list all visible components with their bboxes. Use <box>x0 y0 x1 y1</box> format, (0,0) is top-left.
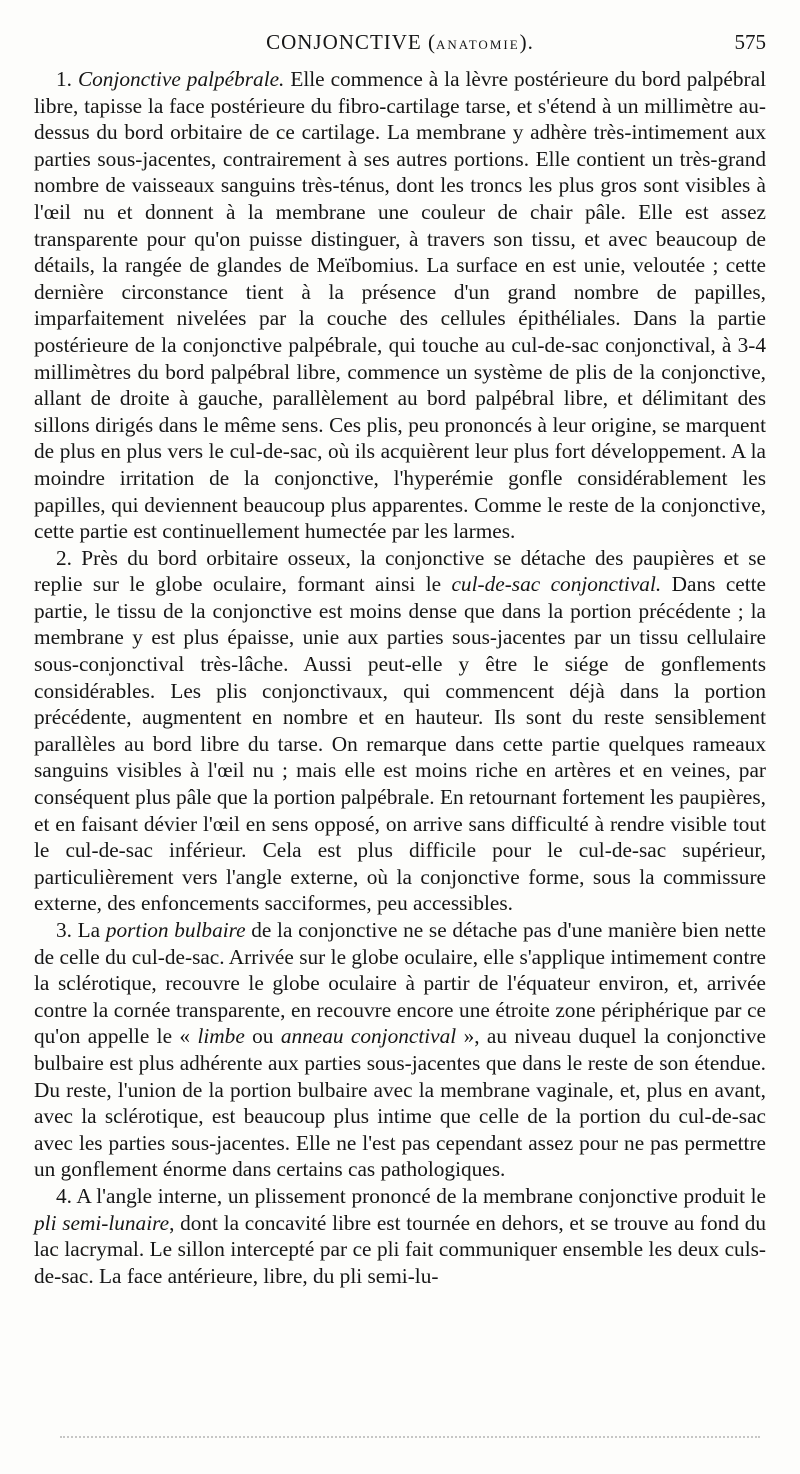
page-header <box>34 30 766 62</box>
paragraph-text: ou <box>244 1024 281 1049</box>
running-title-close: ). <box>519 30 534 54</box>
paragraph-text: de la conjonctive ne se détache pas d'une manière bien nette de celle du cul-de-sac. Arrivée sur le globe oculaire, elle s'applique intimement contre la sclérotique, recouvre le globe oculaire à partir de l'équateur environ, et, arrivée contre la cornée transparente, en recouvre encore une étroite zone périphérique par ce qu'on appelle le « <box>34 918 766 1049</box>
bleed-through-rule <box>60 1436 760 1438</box>
paragraph-text: Elle commence à la lèvre postérieure du bord palpébral libre, tapisse la face postérieure du fibro-cartilage tarse, et s'étend à un millimètre au-dessus du bord orbitaire de ce cartilage. La membrane y adhère très-intimement aux parties sous-jacentes, contrairement à ses autres portions. Elle contient un très-grand nombre de vaisseaux sanguins très-ténus, dont les troncs les plus gros sont visibles à l'œil nu et donnent à la membrane une couleur de chair pâle. Elle est assez transparente pour qu'on puisse distinguer, à travers son tissu, et avec beaucoup de détails, la rangée de glandes de Meïbomius. La surface en est unie, veloutée ; cette dernière circonstance tient à la présence d'un grand nombre de papilles, imparfaitement nivelées par la couche des cellules épithéliales. Dans la partie postérieure de la conjonctive palpébrale, qui touche au cul-de-sac conjonctival, à 3-4 millimètres du bord palpébral libre, commence un système de plis de la conjonctive, allant de droite à gauche, parallèlement au bord palpébral libre, et délimitant des sillons dirigés dans le même sens. Ces plis, peu prononcés à leur origine, se marquent de plus en plus vers le cul-de-sac, où ils acquièrent leur plus fort développement. A la moindre irritation de la conjonctive, l'hyperémie gonfle considérablement les papilles, qui deviennent beaucoup plus apparentes. Comme le reste de la conjonctive, cette partie est continuellement humectée par les larmes. <box>34 67 766 544</box>
paragraph-text: », au niveau duquel la conjonctive bulbaire est plus adhérente aux parties sous-jacentes que dans le reste de son étendue. Du reste, l'union de la portion bulbaire avec la membrane vaginale, et, plus en avant, avec la sclérotique, est beaucoup plus intime que celle de la portion du cul-de-sac avec les parties sous-jacentes. Elle ne l'est pas cependant assez pour ne pas permettre un gonflement énorme dans certains cas pathologiques. <box>34 1024 766 1182</box>
paragraph-number: 1. <box>56 67 72 91</box>
italic-term: anneau conjonctival <box>280 1024 457 1049</box>
paragraph-2 <box>34 545 766 917</box>
running-title <box>34 30 766 55</box>
paragraph-number: 4. <box>56 1183 72 1208</box>
paragraph-1 <box>34 66 766 545</box>
paragraph-heading: Conjonctive palpébrale. <box>77 67 285 91</box>
paragraph-text: A l'angle interne, un plissement prononcé de la membrane conjonctive produit le <box>71 1183 766 1208</box>
page-number: 575 <box>734 30 766 54</box>
paragraph-text: Près du bord orbitaire osseux, la conjonctive se détache des paupières et se replie sur le globe oculaire, formant ainsi le <box>34 545 766 597</box>
running-title-main: CONJONCTIVE ( <box>266 30 436 54</box>
body-text <box>34 66 766 1289</box>
paragraph-text: , dont la concavité libre est tournée en dehors, et se trouve au fond du lac lacrymal. Le sillon intercepté par ce pli fait communiquer ensemble les deux culs-de-sac. La face antérieure, libre, du pli semi-lu- <box>34 1210 766 1288</box>
paragraph-3 <box>34 917 766 1183</box>
paragraph-text: Dans cette partie, le tissu de la conjonctive est moins dense que dans la portion précédente ; la membrane y est plus épaisse, unie aux parties sous-jacentes par un tissu cellulaire sous-conjonctival très-lâche. Aussi peut-elle y être le siége de gonflements considérables. Les plis conjonctivaux, qui commencent déjà dans la portion précédente, augmentent en nombre et en hauteur. Ils sont du reste sensiblement parallèles au bord libre du tarse. On remarque dans cette partie quelques rameaux sanguins visibles à l'œil nu ; mais elle est moins riche en artères et en veines, par conséquent plus pâle que la portion palpébrale. En retournant fortement les paupières, et en faisant dévier l'œil en sens opposé, on arrive sans difficulté à rendre visible tout le cul-de-sac inférieur. Cela est plus difficile pour le cul-de-sac supérieur, particulièrement vers l'angle externe, où la conjonctive forme, sous la commissure externe, des enfoncements sacciformes, peu accessibles. <box>34 572 767 916</box>
running-title-subject: ANATOMIE <box>436 37 520 52</box>
paragraph-number: 3. <box>56 918 72 942</box>
italic-term: pli semi-lunaire <box>34 1210 170 1235</box>
paragraph-text: La <box>71 918 106 942</box>
italic-term: limbe <box>197 1024 245 1049</box>
italic-term: portion bulbaire <box>105 918 246 942</box>
paragraph-4 <box>34 1183 766 1289</box>
paragraph-number: 2. <box>56 545 72 570</box>
italic-term: cul-de-sac conjonctival. <box>451 572 662 597</box>
